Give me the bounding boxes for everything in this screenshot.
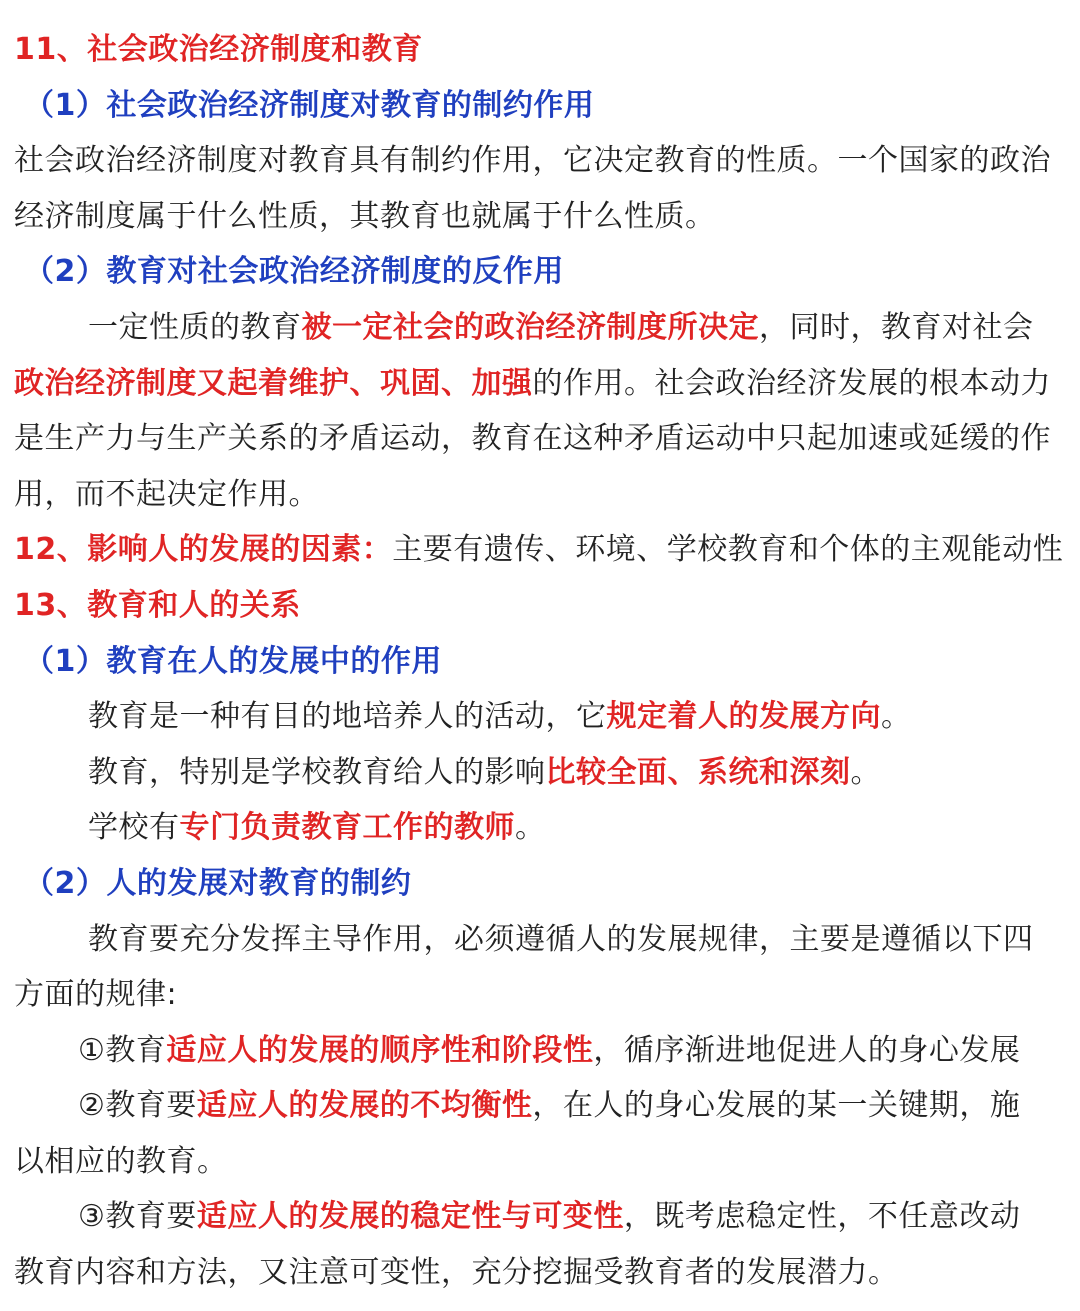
rule-3-line1 <box>14 1189 1066 1245</box>
section-13-sub2-intro-line2: 方面的规律: <box>14 977 178 1013</box>
text-span: 教育是一种有目的地培养人的活动，它 <box>88 699 607 735</box>
rule-1-line <box>14 1023 1066 1079</box>
text-span: 。 <box>515 810 546 846</box>
text-span: 学校有 <box>88 810 180 846</box>
section-11-sub2-paragraph-line3: 是生产力与生产关系的矛盾运动，教育在这种矛盾运动中只起加速或延缓的作 <box>14 421 1051 457</box>
section-11-sub2-heading: （2）教育对社会政治经济制度的反作用 <box>24 254 564 290</box>
text-span: ，既考虑稳定性，不任意改动 <box>623 1199 1021 1235</box>
text-span: ，循序渐进地促进人的身心发展 <box>593 1032 1021 1068</box>
section-12-line <box>14 522 1066 578</box>
section-13-sub2-heading: （2）人的发展对教育的制约 <box>24 865 412 901</box>
text-span: ②教育要 <box>78 1088 197 1124</box>
emphasis-span: 专门负责教育工作的教师 <box>179 810 515 846</box>
text-span: 一定性质的教育 <box>88 309 302 345</box>
section-13-sub1-line1 <box>14 689 1066 745</box>
rule-2-line2: 以相应的教育。 <box>14 1143 228 1179</box>
section-11-sub2-paragraph-line1 <box>14 300 1066 356</box>
text-span: ，同时，教育对社会 <box>759 309 1034 345</box>
section-13-sub1-line3 <box>14 800 1066 856</box>
emphasis-span: 适应人的发展的稳定性与可变性 <box>196 1199 624 1235</box>
section-12-title: 12、影响人的发展的因素： <box>14 532 393 568</box>
section-13-sub1-heading: （1）教育在人的发展中的作用 <box>24 643 442 679</box>
emphasis-span: 政治经济制度又起着维护、巩固、加强 <box>14 365 533 401</box>
section-11-sub2-paragraph-line2 <box>14 356 1066 412</box>
text-span: 教育，特别是学校教育给人的影响 <box>88 754 546 790</box>
section-11-sub1-paragraph-line1: 社会政治经济制度对教育具有制约作用，它决定教育的性质。一个国家的政治 <box>14 143 1051 179</box>
section-13-title: 13、教育和人的关系 <box>14 587 301 623</box>
section-11-sub1-heading: （1）社会政治经济制度对教育的制约作用 <box>24 87 595 123</box>
emphasis-span: 比较全面、系统和深刻 <box>545 754 851 790</box>
text-span: ，在人的身心发展的某一关键期，施 <box>532 1088 1021 1124</box>
emphasis-span: 适应人的发展的顺序性和阶段性 <box>166 1032 594 1068</box>
text-span: ③教育要 <box>78 1199 197 1235</box>
rule-3-line2: 教育内容和方法，又注意可变性，充分挖掘受教育者的发展潜力。 <box>14 1255 899 1291</box>
section-12-text: 主要有遗传、环境、学校教育和个体的主观能动性 <box>392 532 1064 568</box>
text-span: 的作用。社会政治经济发展的根本动力 <box>532 365 1051 401</box>
section-11-title: 11、社会政治经济制度和教育 <box>14 32 423 67</box>
rule-2-line1 <box>14 1078 1066 1134</box>
emphasis-span: 适应人的发展的不均衡性 <box>196 1088 533 1124</box>
section-11-sub2-paragraph-line4: 用，而不起决定作用。 <box>14 476 319 512</box>
emphasis-span: 规定着人的发展方向 <box>606 699 881 735</box>
text-span: 。 <box>850 754 881 790</box>
section-13-sub1-line2 <box>14 745 1066 801</box>
emphasis-span: 被一定社会的政治经济制度所决定 <box>301 309 759 345</box>
section-13-sub2-intro-line1: 教育要充分发挥主导作用，必须遵循人的发展规律，主要是遵循以下四 <box>88 921 1034 957</box>
section-11-sub1-paragraph-line2: 经济制度属于什么性质，其教育也就属于什么性质。 <box>14 198 716 234</box>
text-span: ①教育 <box>78 1032 167 1068</box>
text-span: 。 <box>881 699 912 735</box>
